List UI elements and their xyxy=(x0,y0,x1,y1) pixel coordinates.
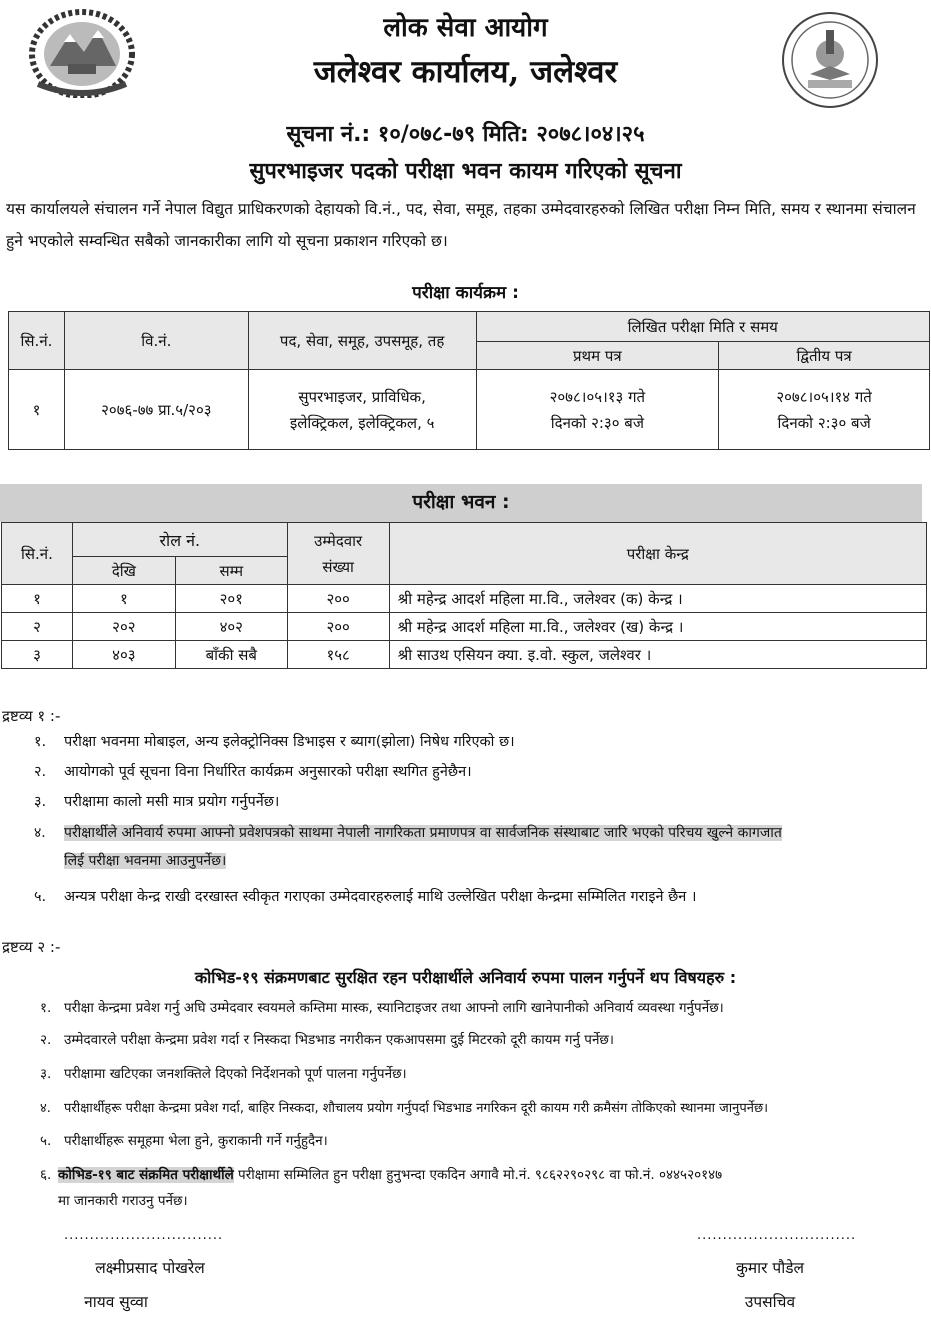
note-text: परीक्षा केन्द्रमा प्रवेश गर्नु अघि उम्मेदवार स्वयमले कम्तिमा मास्क, स्यानिटाइजर तथा आफ्नो लागि खानेपानीको अनिवार्य व्यवस्था गर्नुपर्नेछ। xyxy=(64,1000,724,1016)
table-row xyxy=(2,641,927,669)
note-text: परीक्षार्थीहरू परीक्षा केन्द्रमा प्रवेश गर्दा, बाहिर निस्कदा, शौचालय प्रयोग गर्नुपर्दा भिडभाड नगरिकन दूरी कायम गरी क्रमैसंग तोकिएको स्थानमा जानुपर्नेछ। xyxy=(64,1101,769,1116)
list-item xyxy=(34,728,904,757)
hall-sn: १ xyxy=(2,585,73,613)
note-text: उम्मेदवारले परीक्षा केन्द्रमा प्रवेश गर्दा र निस्कदा भिडभाड नगरीकन एकआपसमा दुई मिटरको दूरी कायम गर्नु पर्नेछ। xyxy=(64,1032,615,1048)
schedule-title: परीक्षा कार्यक्रम : xyxy=(412,283,519,303)
hall-count: १५८ xyxy=(287,641,389,669)
list-item xyxy=(40,1162,920,1214)
note-number: ४. xyxy=(34,825,46,841)
schedule-paper2-time: दिनको २:३० बजे xyxy=(777,413,871,432)
list-item xyxy=(40,1064,920,1082)
notice-title: सुपरभाइजर पदको परीक्षा भवन कायम गरिएको सूचना xyxy=(249,159,682,184)
notes1-heading: द्रष्टव्य १ :- xyxy=(2,707,61,725)
hall-header-from: देखि xyxy=(72,557,175,585)
schedule-post xyxy=(248,370,476,450)
schedule-paper1-date: २०७८।०५।१३ गते xyxy=(549,387,646,406)
note-number: २. xyxy=(40,1032,52,1048)
hall-table xyxy=(1,522,927,669)
office-name: जलेश्वर कार्यालय, जलेश्वर xyxy=(313,54,618,90)
hall-to: ४०२ xyxy=(175,613,287,641)
hall-from: ४०३ xyxy=(72,641,175,669)
note-text: आयोगको पूर्व सूचना विना निर्धारित कार्यक्रम अनुसारको परीक्षा स्थगित हुनेछैन। xyxy=(64,764,472,780)
notice-number: सूचना नं.: १०/०७८-७९ मिति: २०७८।०४।२५ xyxy=(286,122,645,147)
schedule-adv-no: २०७६-७७ प्रा.५/२०३ xyxy=(64,370,248,450)
note-number: ३. xyxy=(40,1066,52,1082)
hall-header-sn: सि.नं. xyxy=(2,523,73,585)
note-number: ५. xyxy=(40,1133,52,1149)
note-text: परीक्षा भवनमा मोबाइल, अन्य इलेक्ट्रोनिक्स डिभाइस र ब्याग(झोला) निषेध गरिएको छ। xyxy=(64,734,515,750)
note-text: परीक्षार्थीहरू समूहमा भेला हुने, कुराकानी गर्ने गर्नुहुदैन। xyxy=(64,1133,328,1149)
schedule-paper1-time: दिनको २:३० बजे xyxy=(550,413,644,432)
schedule-post-line2: इलेक्ट्रिकल, इलेक्ट्रिकल, ५ xyxy=(289,413,435,432)
table-row xyxy=(2,613,927,641)
note-text: अन्यत्र परीक्षा केन्द्र राखी दरखास्त स्वीकृत गराएका उम्मेदवारहरुलाई माथि उल्लेखित परीक्षा केन्द्रमा सम्मिलित गराइने छैन । xyxy=(64,889,697,905)
schedule-sn: १ xyxy=(9,370,65,450)
hall-from: २०२ xyxy=(72,613,175,641)
intro-paragraph: यस कार्यालयले संचालन गर्ने नेपाल विद्युत प्राधिकरणको देहायको वि.नं., पद, सेवा, समूह, तहका उम्मेदवारहरुको लिखित परीक्षा निम्न मिति, समय र स्थानमा संचालन हुने भएकोले सम्वन्धित सबैको जानकारीका लागि यो सूचना प्रकाशन गरिएको छ। xyxy=(6,200,916,250)
hall-header-roll: रोल नं. xyxy=(72,523,287,557)
schedule-paper1 xyxy=(476,370,719,450)
note-text: परीक्षामा सम्मिलित हुन परीक्षा हुनुभन्दा एकदिन अगावै मो.नं. ९८६२२९०२९८ वा फो.नं. ०४४५२०१४७ xyxy=(233,1167,723,1183)
list-item xyxy=(40,1131,920,1149)
signatory-left-name: लक्ष्मीप्रसाद पोखरेल xyxy=(95,1259,205,1277)
schedule-paper2-date: २०७८।०५।१४ गते xyxy=(776,387,872,406)
note-number: ५. xyxy=(34,889,47,905)
schedule-header-paper2: द्वितीय पत्र xyxy=(719,342,930,370)
list-item xyxy=(40,1098,920,1116)
table-row xyxy=(2,585,927,613)
hall-center: श्री महेन्द्र आदर्श महिला मा.वि., जलेश्वर (ख) केन्द्र । xyxy=(389,613,926,641)
note-number: १. xyxy=(40,1000,52,1016)
hall-count: २०० xyxy=(287,613,389,641)
list-item xyxy=(34,788,904,817)
hall-header-center: परीक्षा केन्द्र xyxy=(389,523,926,585)
signature-line-left: ............................... xyxy=(64,1228,224,1243)
note-text: परीक्षामा कालो मसी मात्र प्रयोग गर्नुपर्नेछ। xyxy=(64,794,280,810)
signatory-left-title: नायव सुव्वा xyxy=(84,1293,148,1311)
hall-header-count-line2: संख्या xyxy=(322,557,354,576)
hall-center: श्री महेन्द्र आदर्श महिला मा.वि., जलेश्वर (क) केन्द्र । xyxy=(389,585,926,613)
list-item xyxy=(40,998,920,1016)
hall-count: २०० xyxy=(287,585,389,613)
covid-title: कोभिड-१९ संक्रमणबाट सुरक्षित रहन परीक्षार्थीले अनिवार्य रुपमा पालन गर्नुपर्ने थप विषयहरु : xyxy=(194,968,737,987)
hall-header-to: सम्म xyxy=(175,557,287,585)
hall-sn: ३ xyxy=(2,641,73,669)
hall-title: परीक्षा भवन : xyxy=(412,491,510,513)
schedule-header-sn: सि.नं. xyxy=(9,312,65,370)
hall-header-count xyxy=(287,523,389,585)
org-name: लोक सेवा आयोग xyxy=(383,13,548,43)
note-text: परीक्षार्थीले अनिवार्य रुपमा आफ्नो प्रवेशपत्रको साथमा नेपाली नागरिकता प्रमाणपत्र वा सार्वजनिक संस्थाबाट जारि भएको परिचय खुल्ने कागजात xyxy=(64,825,782,841)
hall-to: बाँकी सबै xyxy=(175,641,287,669)
note-number: ३. xyxy=(34,794,47,810)
signatory-right-name: कुमार पौडेल xyxy=(735,1259,805,1277)
schedule-header-post: पद, सेवा, समूह, उपसमूह, तह xyxy=(248,312,476,370)
schedule-header-adv-no: वि.नं. xyxy=(64,312,248,370)
note-text: परीक्षामा खटिएका जनशक्तिले दिएको निर्देशनको पूर्ण पालना गर्नुपर्नेछ। xyxy=(64,1066,407,1082)
notes2-heading: द्रष्टव्य २ :- xyxy=(2,938,61,956)
schedule-table xyxy=(8,311,930,450)
note-text-continued: लिई परीक्षा भवनमा आउनुपर्नेछ। xyxy=(64,853,227,869)
hall-center: श्री साउथ एसियन क्या. इ.वो. स्कुल, जलेश्वर । xyxy=(389,641,926,669)
note-text-continued: मा जानकारी गराउनु पर्नेछ। xyxy=(58,1193,188,1209)
list-item xyxy=(40,1030,920,1048)
signature-line-right: ............................... xyxy=(697,1228,857,1243)
list-item xyxy=(34,819,904,875)
note-number: ६. xyxy=(40,1167,52,1183)
schedule-header-exam-date: लिखित परीक्षा मिति र समय xyxy=(476,312,929,342)
list-item xyxy=(34,883,904,912)
schedule-post-line1: सुपरभाइजर, प्राविधिक, xyxy=(298,387,426,406)
list-item xyxy=(34,758,904,787)
note-number: २. xyxy=(34,764,47,780)
table-row xyxy=(9,370,930,450)
hall-sn: २ xyxy=(2,613,73,641)
hall-from: १ xyxy=(72,585,175,613)
note-number: ४. xyxy=(40,1101,51,1116)
schedule-paper2 xyxy=(719,370,930,450)
note-number: १. xyxy=(34,734,47,750)
hall-header-count-line1: उम्मेदवार xyxy=(314,531,363,550)
signatory-right-title: उपसचिव xyxy=(744,1293,796,1311)
schedule-header-paper1: प्रथम पत्र xyxy=(476,342,719,370)
hall-to: २०१ xyxy=(175,585,287,613)
covid-infected-highlight: कोभिड-१९ बाट संक्रमित परीक्षार्थीले xyxy=(58,1167,234,1183)
